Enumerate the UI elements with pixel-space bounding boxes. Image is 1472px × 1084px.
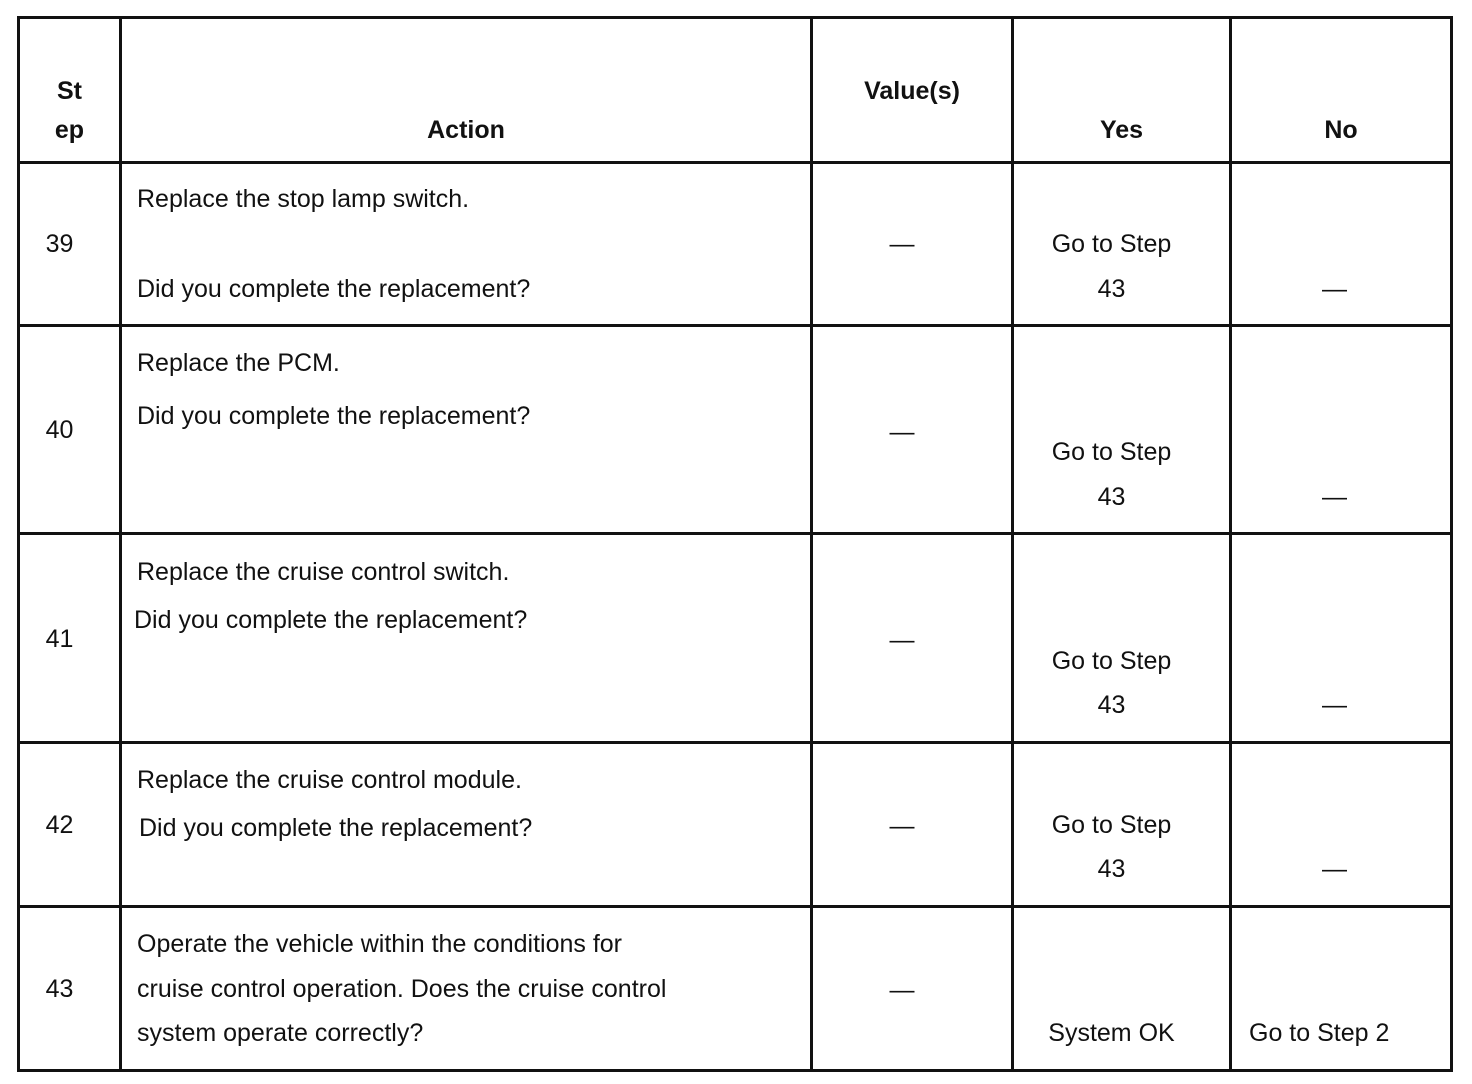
action-text: Did you complete the replacement? <box>137 275 531 303</box>
grid-line <box>17 532 1453 535</box>
header-step-line1: St <box>57 77 82 105</box>
action-text: cruise control operation. Does the cruise control <box>137 975 667 1003</box>
value-cell: — <box>889 418 915 446</box>
yes-cell: Go to Step <box>1051 647 1172 675</box>
step-number: 39 <box>45 230 74 258</box>
step-number: 41 <box>45 625 74 653</box>
yes-cell: System OK <box>1048 1019 1175 1047</box>
header-action: Action <box>427 116 505 144</box>
step-number: 40 <box>45 416 74 444</box>
no-cell: — <box>1322 275 1347 303</box>
action-text: Did you complete the replacement? <box>134 606 528 634</box>
value-cell: — <box>889 230 915 258</box>
grid-line <box>17 905 1453 908</box>
action-text: Did you complete the replacement? <box>137 402 531 430</box>
value-cell: — <box>889 626 915 654</box>
diagnostic-table <box>17 16 1453 1072</box>
step-number: 43 <box>45 975 74 1003</box>
no-cell: — <box>1322 483 1347 511</box>
no-cell: — <box>1322 691 1347 719</box>
yes-cell: Go to Step <box>1051 811 1172 839</box>
grid-line <box>1229 16 1232 1072</box>
action-text: Replace the cruise control switch. <box>137 558 510 586</box>
yes-cell: Go to Step <box>1051 230 1172 258</box>
grid-line <box>17 16 20 1072</box>
action-text: Replace the stop lamp switch. <box>137 185 470 213</box>
no-cell: — <box>1322 855 1347 883</box>
value-cell: — <box>889 812 915 840</box>
yes-cell: 43 <box>1097 275 1126 303</box>
no-cell: Go to Step 2 <box>1249 1019 1390 1047</box>
yes-cell: 43 <box>1097 691 1126 719</box>
grid-line <box>17 16 1453 19</box>
yes-cell: Go to Step <box>1051 438 1172 466</box>
step-number: 42 <box>45 811 74 839</box>
grid-line <box>17 741 1453 744</box>
action-text: Replace the cruise control module. <box>137 766 522 794</box>
header-values: Value(s) <box>864 77 960 105</box>
header-no: No <box>1324 116 1358 144</box>
action-text: Replace the PCM. <box>137 349 340 377</box>
action-text: Did you complete the replacement? <box>139 814 533 842</box>
grid-line <box>17 161 1453 164</box>
grid-line <box>17 1069 1453 1072</box>
grid-line <box>1011 16 1014 1072</box>
header-yes: Yes <box>1099 116 1144 144</box>
yes-cell: 43 <box>1097 483 1126 511</box>
grid-line <box>810 16 813 1072</box>
action-text: system operate correctly? <box>137 1019 424 1047</box>
grid-line <box>119 16 122 1072</box>
grid-line <box>17 324 1453 327</box>
grid-line <box>1450 16 1453 1072</box>
header-step-line2: ep <box>54 116 85 144</box>
action-text: Operate the vehicle within the conditions for <box>137 930 622 958</box>
value-cell: — <box>889 976 915 1004</box>
yes-cell: 43 <box>1097 855 1126 883</box>
